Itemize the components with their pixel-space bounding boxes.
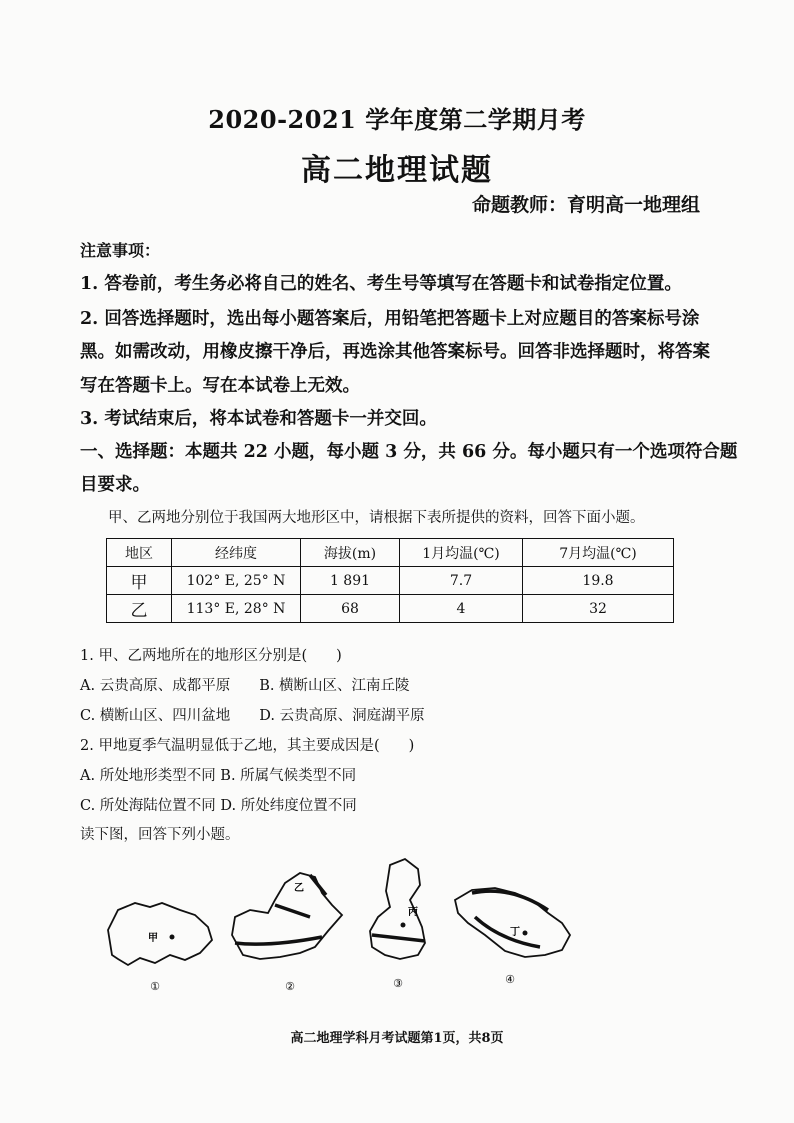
map-number-4: ④: [505, 973, 515, 986]
location-dot: [523, 931, 528, 936]
table-cell: 113° E, 28° N: [172, 595, 301, 623]
region-map-2: [232, 873, 342, 993]
section-1-heading-line-1: 一、选择题：本题共 22 小题，每小题 3 分，共 66 分。每小题只有一个选项符合题: [80, 442, 738, 462]
exam-author: 命题教师：育明高一地理组: [471, 194, 700, 216]
table-header-row: [107, 539, 674, 567]
location-dot: [401, 923, 406, 928]
table-row: [107, 567, 674, 595]
region-map-4: [455, 888, 570, 986]
question-intro: 甲、乙两地分别位于我国两大地形区中，请根据下表所提供的资料，回答下面小题。: [108, 510, 645, 526]
question-1: 1. 甲、乙两地所在的地形区分别是( ): [80, 648, 342, 664]
map-number-1: ①: [150, 980, 160, 993]
notice-item-2-line-3: 写在答题卡上。写在本试卷上无效。: [80, 376, 360, 396]
notice-item-2-line-1: 2. 回答选择题时，选出每小题答案后，用铅笔把答题卡上对应题目的答案标号涂: [80, 309, 700, 329]
region-map-3: [370, 859, 425, 990]
table-row: [107, 595, 674, 623]
map-label-ding: 丁: [510, 927, 520, 938]
table-cell: 1 891: [301, 567, 400, 595]
table-header-cell: 海拔(m): [301, 539, 400, 567]
notice-item-1: 1. 答卷前，考生务必将自己的姓名、考生号等填写在答题卡和试卷指定位置。: [80, 274, 682, 294]
table-header-cell: 经纬度: [172, 539, 301, 567]
question-2: 2. 甲地夏季气温明显低于乙地，其主要成因是( ): [80, 738, 415, 754]
exam-title: 2020-2021 学年度第二学期月考: [208, 105, 586, 134]
page-footer: 高二地理学科月考试题第1页，共8页: [290, 1031, 504, 1046]
table-cell: 7.7: [400, 567, 523, 595]
table-cell: 32: [523, 595, 674, 623]
table-cell: 4: [400, 595, 523, 623]
table-cell: 68: [301, 595, 400, 623]
map-label-jia: 甲: [148, 933, 158, 944]
climate-data-table: [106, 538, 674, 623]
map-number-3: ③: [393, 977, 403, 990]
table-header-cell: 地区: [107, 539, 172, 567]
question-1-options-ab: A. 云贵高原、成都平原 B. 横断山区、江南丘陵: [80, 678, 410, 694]
region-maps-figure: [100, 855, 600, 1005]
notice-heading: 注意事项：: [80, 241, 161, 260]
table-cell: 甲: [107, 567, 172, 595]
read-map-instruction: 读下图，回答下列小题。: [80, 827, 240, 843]
section-1-heading-line-2: 目要求。: [80, 475, 150, 495]
table-cell: 102° E, 25° N: [172, 567, 301, 595]
question-2-options-ab: A. 所处地形类型不同 B. 所属气候类型不同: [80, 768, 357, 784]
question-2-options-cd: C. 所处海陆位置不同 D. 所处纬度位置不同: [80, 798, 357, 814]
notice-item-3: 3. 考试结束后，将本试卷和答题卡一并交回。: [80, 409, 437, 429]
table-header-cell: 1月均温(℃): [400, 539, 523, 567]
question-1-options-cd: C. 横断山区、四川盆地 D. 云贵高原、洞庭湖平原: [80, 708, 425, 724]
region-map-1: [108, 903, 212, 993]
table-header-cell: 7月均温(℃): [523, 539, 674, 567]
notice-item-2-line-2: 黑。如需改动，用橡皮擦干净后，再选涂其他答案标号。回答非选择题时，将答案: [80, 342, 710, 362]
map-label-yi: 乙: [294, 883, 304, 894]
location-dot: [170, 935, 175, 940]
map-number-2: ②: [285, 980, 295, 993]
map-label-bing: 丙: [408, 907, 418, 918]
table-cell: 19.8: [523, 567, 674, 595]
table-cell: 乙: [107, 595, 172, 623]
exam-subject-title: 高二地理试题: [301, 153, 493, 188]
